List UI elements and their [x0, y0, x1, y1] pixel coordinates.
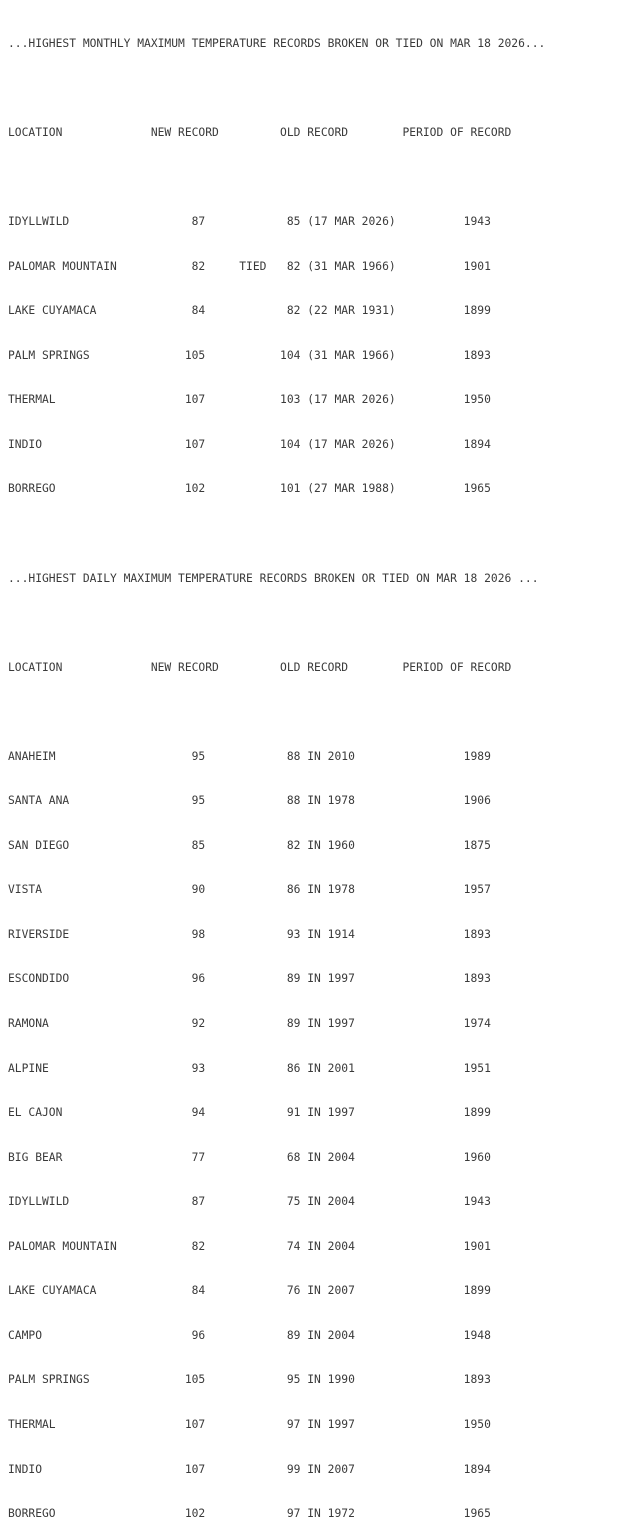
daily-record-row: ALPINE 93 86 IN 2001 1951	[8, 1061, 491, 1075]
blank-line	[8, 703, 618, 722]
daily-record-row: RIVERSIDE 98 93 IN 1914 1893	[8, 927, 491, 941]
monthly-record-row: THERMAL 107 103 (17 MAR 2026) 1950	[8, 393, 491, 407]
daily-record-row: ESCONDIDO 96 89 IN 1997 1893	[8, 972, 491, 986]
daily-column-headers: LOCATION NEW RECORD OLD RECORD PERIOD OF RECORD	[8, 660, 512, 674]
monthly-record-row: IDYLLWILD 87 85 (17 MAR 2026) 1943	[8, 215, 491, 229]
daily-record-row: BIG BEAR 77 68 IN 2004 1960	[8, 1150, 491, 1164]
monthly-column-headers: LOCATION NEW RECORD OLD RECORD PERIOD OF RECORD	[8, 126, 512, 140]
daily-record-row: IDYLLWILD 87 75 IN 2004 1943	[8, 1195, 491, 1209]
weather-record-report	[8, 9, 618, 1537]
daily-records-title: ...HIGHEST DAILY MAXIMUM TEMPERATURE RECORDS BROKEN OR TIED ON MAR 18 2026 ...	[8, 571, 539, 585]
monthly-record-row: INDIO 107 104 (17 MAR 2026) 1894	[8, 437, 491, 451]
daily-record-row: PALM SPRINGS 105 95 IN 1990 1893	[8, 1373, 491, 1387]
daily-record-row: SANTA ANA 95 88 IN 1978 1906	[8, 794, 491, 808]
blank-line	[8, 525, 618, 544]
blank-line	[8, 614, 618, 633]
daily-record-row: RAMONA 92 89 IN 1997 1974	[8, 1017, 491, 1031]
daily-record-row: VISTA 90 86 IN 1978 1957	[8, 883, 491, 897]
daily-record-row: PALOMAR MOUNTAIN 82 74 IN 2004 1901	[8, 1239, 491, 1253]
daily-record-row: ANAHEIM 95 88 IN 2010 1989	[8, 749, 491, 763]
daily-record-row: INDIO 107 99 IN 2007 1894	[8, 1462, 491, 1476]
monthly-records-title: ...HIGHEST MONTHLY MAXIMUM TEMPERATURE RECORDS BROKEN OR TIED ON MAR 18 2026...	[8, 37, 546, 50]
daily-record-row: SAN DIEGO 85 82 IN 1960 1875	[8, 838, 491, 852]
monthly-record-row: PALOMAR MOUNTAIN 82 TIED 82 (31 MAR 1966) 1901	[8, 259, 491, 273]
monthly-record-row: LAKE CUYAMACA 84 82 (22 MAR 1931) 1899	[8, 304, 491, 318]
daily-record-row: LAKE CUYAMACA 84 76 IN 2007 1899	[8, 1284, 491, 1298]
daily-record-row: BORREGO 102 97 IN 1972 1965	[8, 1507, 491, 1521]
monthly-record-row: BORREGO 102 101 (27 MAR 1988) 1965	[8, 482, 491, 496]
daily-record-row: THERMAL 107 97 IN 1997 1950	[8, 1417, 491, 1431]
blank-line	[8, 169, 618, 188]
monthly-record-row: PALM SPRINGS 105 104 (31 MAR 1966) 1893	[8, 348, 491, 362]
daily-record-row: CAMPO 96 89 IN 2004 1948	[8, 1328, 491, 1342]
blank-line	[8, 80, 618, 99]
daily-record-row: EL CAJON 94 91 IN 1997 1899	[8, 1106, 491, 1120]
